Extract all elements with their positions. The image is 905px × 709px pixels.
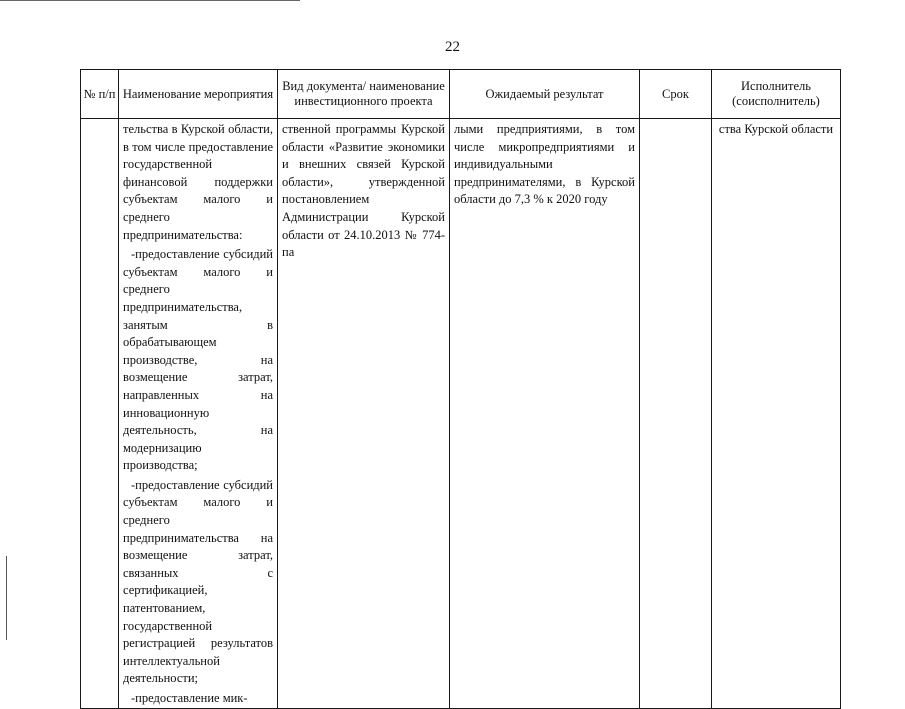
event-name-item: -предоставление субсидий субъектам малого и среднего предпринимательства на возмещение затрат, связанных с сертификацией, патентованием, государственной регистрацией результатов интеллектуальной деятельности; — [123, 477, 273, 686]
executor-text: ства Курской области — [718, 122, 834, 136]
event-name-item: -предоставление субсидий субъектам малого и среднего предпринимательства, занятым в обрабатывающем производстве, на возмещение затрат, направленных на инновационную деятельность, на модернизацию производства; — [123, 247, 273, 473]
table-header-row — [81, 70, 841, 119]
event-name-item: -предоставление мик- — [131, 691, 248, 705]
cell-event-name — [119, 119, 278, 709]
result-text: лыми предприятиями, в том числе микропредприятиями и индивидуальными предпринимателями, в Курской области до 7,3 % к 2020 году — [454, 122, 635, 207]
cell-document — [278, 119, 450, 709]
header-event-name: Наименование мероприятия — [119, 70, 278, 119]
document-text: ственной программы Курской области «Развитие экономики и внешних связей Курской области», утвержденной постановлением Администрации Курской области от 24.10.2013 № 774-па — [282, 122, 445, 260]
cell-num — [81, 119, 119, 709]
scan-margin-mark — [6, 556, 7, 640]
measures-table — [80, 69, 841, 709]
event-name-intro: тельства в Курской области, в том числе предоставление государственной финансовой поддержки субъектам малого и среднего предпринимательства: — [123, 122, 273, 242]
header-term: Срок — [640, 70, 712, 119]
cell-term — [640, 119, 712, 709]
header-num: № п/п — [81, 70, 119, 119]
header-executor: Исполнитель (соисполнитель) — [712, 70, 841, 119]
table-row — [81, 119, 841, 709]
header-document: Вид документа/ наименование инвестиционного проекта — [278, 70, 450, 119]
scan-edge-line — [0, 0, 300, 1]
page-number: 22 — [445, 39, 460, 55]
cell-executor — [712, 119, 841, 709]
cell-result — [450, 119, 640, 709]
header-result: Ожидаемый результат — [450, 70, 640, 119]
